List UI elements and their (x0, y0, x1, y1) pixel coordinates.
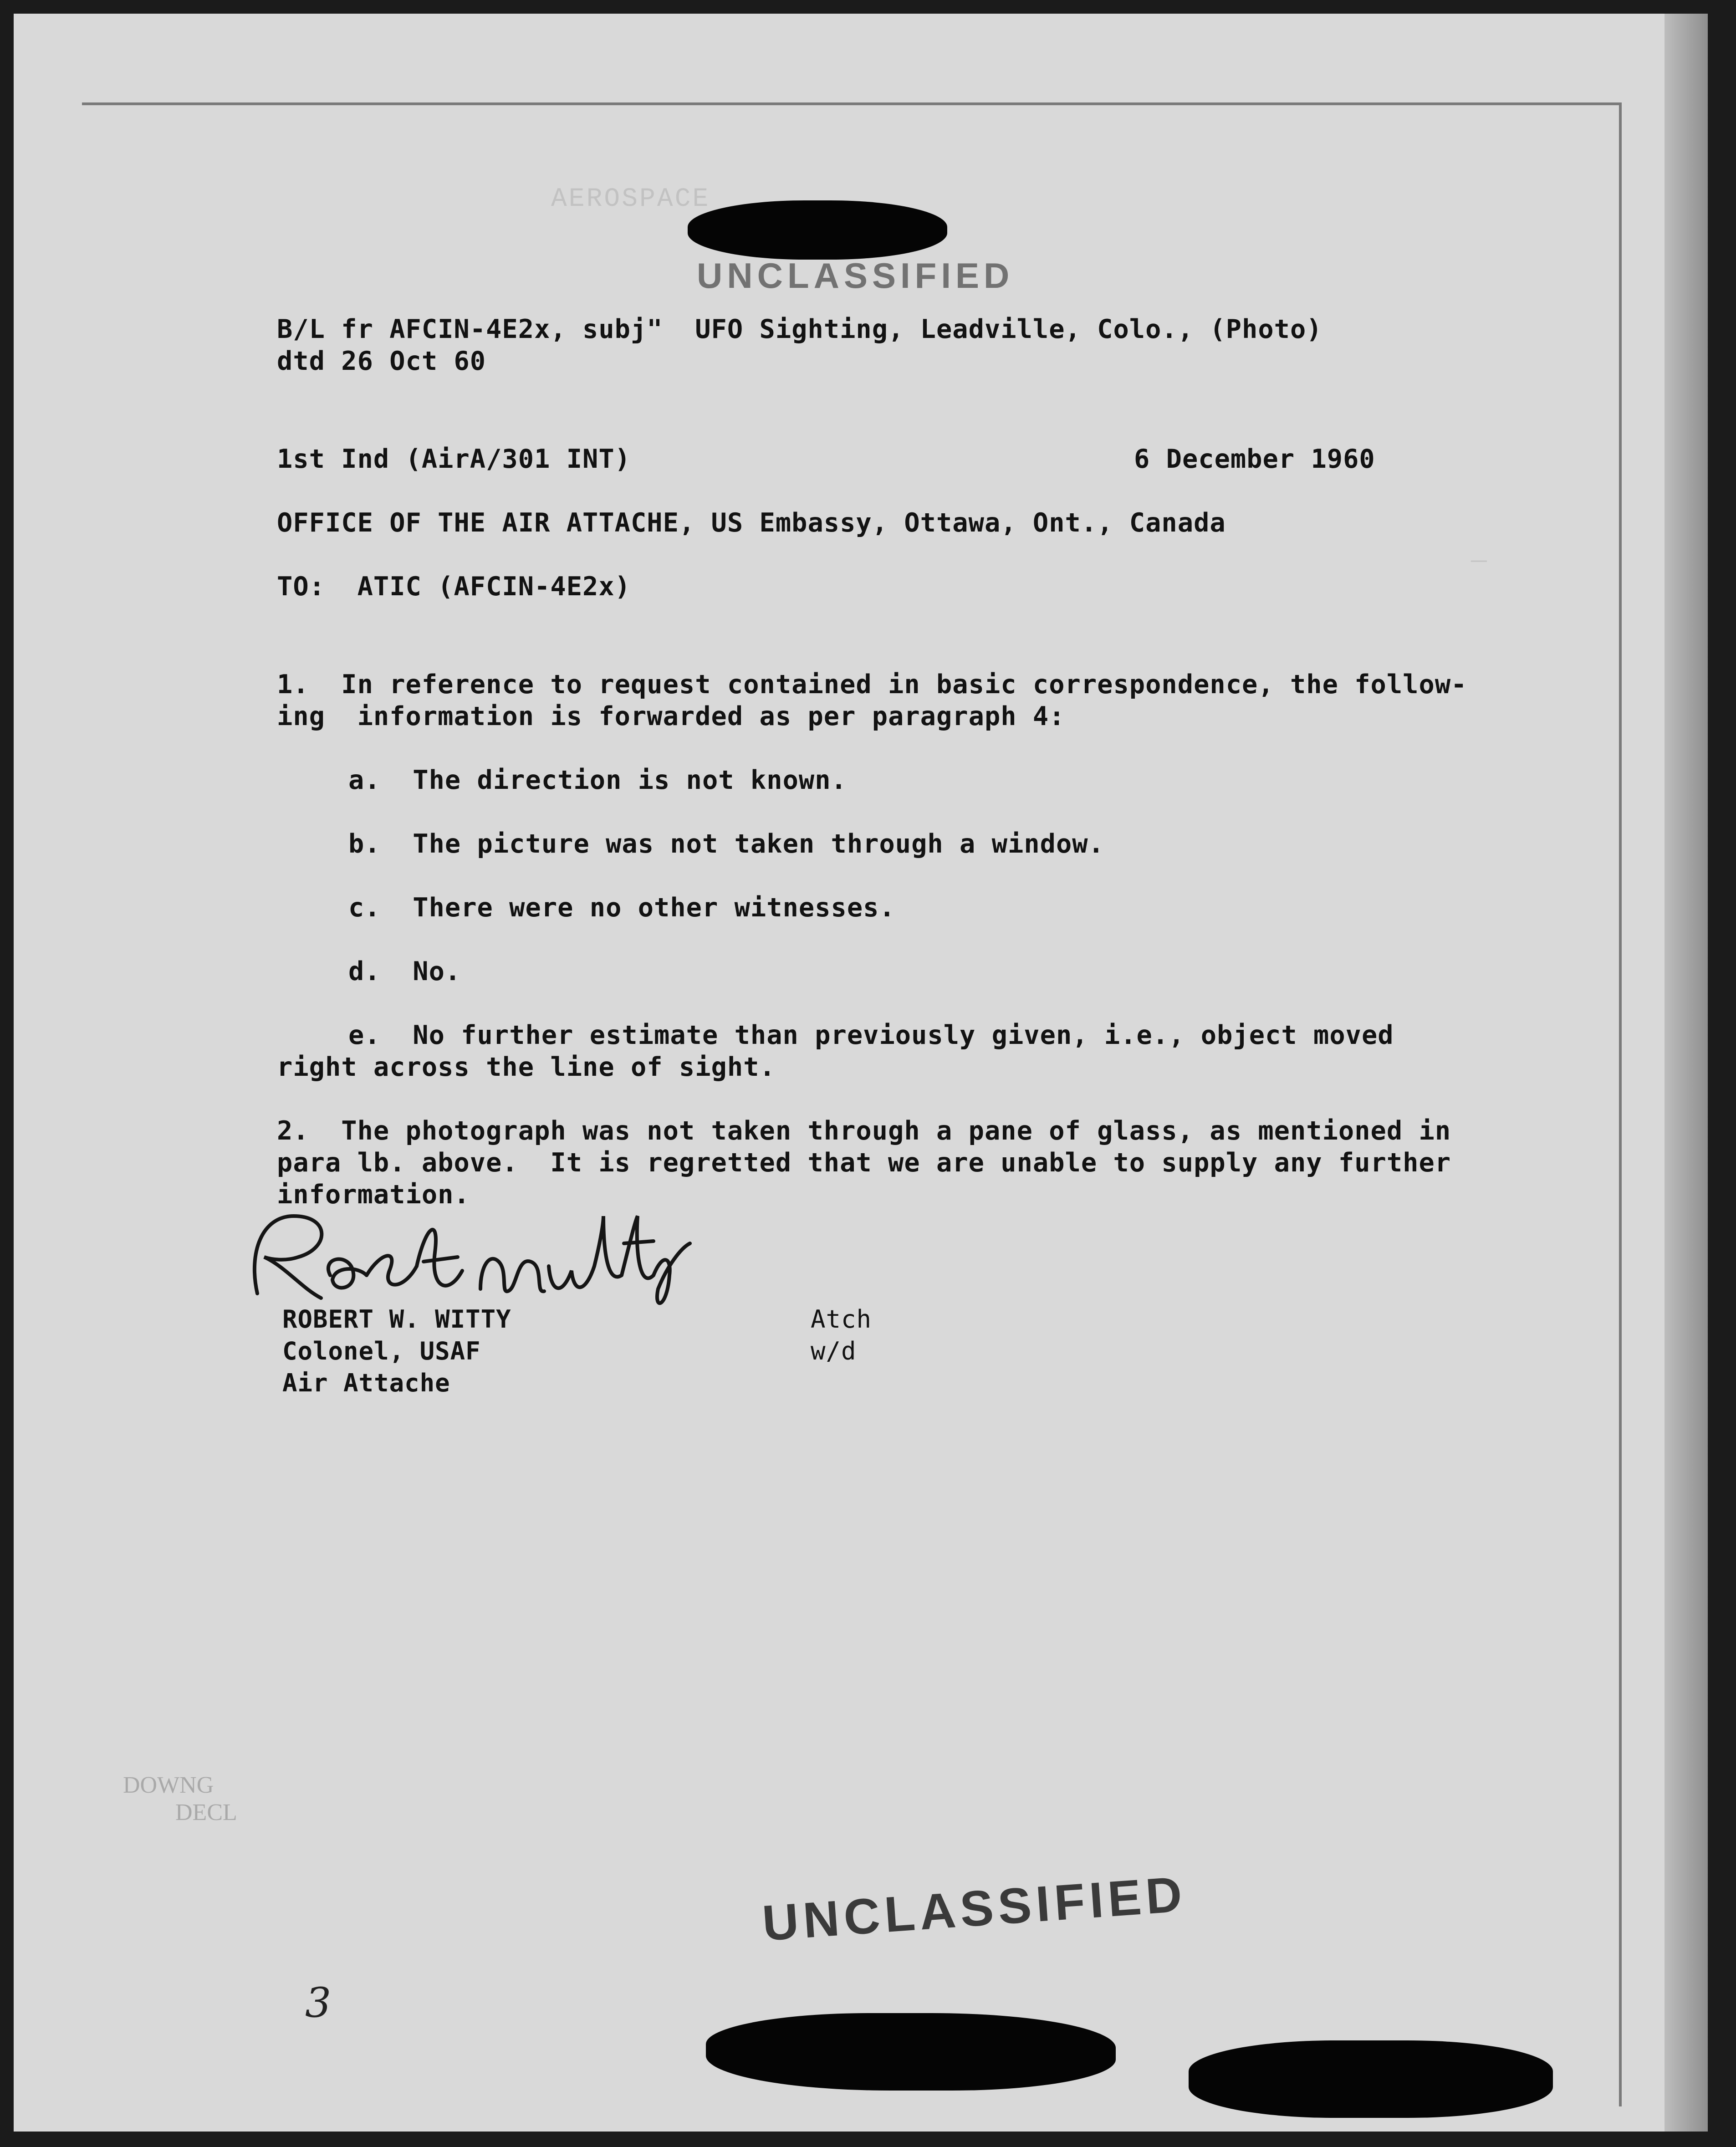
sheet-shadow-edge (1665, 14, 1708, 2132)
paragraph-1-line-2: ing information is forwarded as per paragraph 4: (277, 701, 1065, 731)
indorsement-date: 6 December 1960 (1134, 444, 1375, 474)
item-a-label: a. (348, 765, 381, 795)
page-number: 3 (305, 1979, 332, 2027)
paragraph-2-line-3: information. (277, 1180, 470, 1210)
item-d-label: d. (348, 956, 381, 987)
paragraph-2-line-1: 2. The photograph was not taken through a pane of glass, as mentioned in (277, 1116, 1451, 1146)
paragraph-1-line-1: 1. In reference to request contained in basic correspondence, the follow- (277, 670, 1467, 700)
bleed-through-mark: _ (1471, 537, 1489, 567)
document-sheet (14, 14, 1708, 2132)
to-line: TO: ATIC (AFCIN-4E2x) (277, 572, 631, 602)
redaction-top-2 (699, 214, 913, 246)
item-e-line-1: e. No further estimate than previously given, i.e., object moved (348, 1020, 1394, 1050)
item-c-label: c. (348, 893, 381, 923)
paragraph-2-line-2: para lb. above. It is regretted that we are unable to supply any further (277, 1148, 1451, 1178)
signer-title: Air Attache (282, 1369, 450, 1397)
faint-downgrade-stamp-2: DECL (175, 1799, 237, 1825)
item-b-label: b. (348, 829, 381, 859)
attachment-label: Atch (811, 1305, 872, 1334)
reference-date: dtd 26 Oct 60 (277, 346, 486, 376)
reference-line: B/L fr AFCIN-4E2x, subj" UFO Sighting, Leadville, Colo., (Photo) (277, 314, 1322, 344)
underlying-page-right-border (1619, 102, 1622, 2106)
item-b (348, 829, 1104, 859)
redaction-bottom-center (706, 2013, 1116, 2091)
item-d-text: No. (413, 956, 461, 987)
item-a (348, 765, 847, 795)
item-c (348, 893, 895, 923)
item-c-text: There were no other witnesses. (413, 893, 895, 923)
bleed-through-heading: AEROSPACE (551, 184, 710, 214)
unclassified-stamp-top: UNCLASSIFIED (697, 256, 1014, 296)
handwritten-signature (244, 1198, 745, 1316)
redaction-bottom-right (1189, 2040, 1553, 2118)
attachment-status: w/d (811, 1337, 857, 1365)
office-line: OFFICE OF THE AIR ATTACHE, US Embassy, Ottawa, Ont., Canada (277, 508, 1226, 538)
unclassified-stamp-bottom: UNCLASSIFIED (761, 1866, 1189, 1952)
item-a-text: The direction is not known. (413, 765, 847, 795)
item-d (348, 956, 461, 987)
signer-rank: Colonel, USAF (282, 1337, 481, 1365)
indorsement-number: 1st Ind (AirA/301 INT) (277, 444, 631, 474)
signer-name: ROBERT W. WITTY (282, 1305, 511, 1334)
item-b-text: The picture was not taken through a window. (413, 829, 1104, 859)
item-e-line-2: right across the line of sight. (277, 1052, 776, 1082)
underlying-page-top-border (82, 102, 1621, 105)
faint-downgrade-stamp-1: DOWNG (123, 1772, 214, 1798)
